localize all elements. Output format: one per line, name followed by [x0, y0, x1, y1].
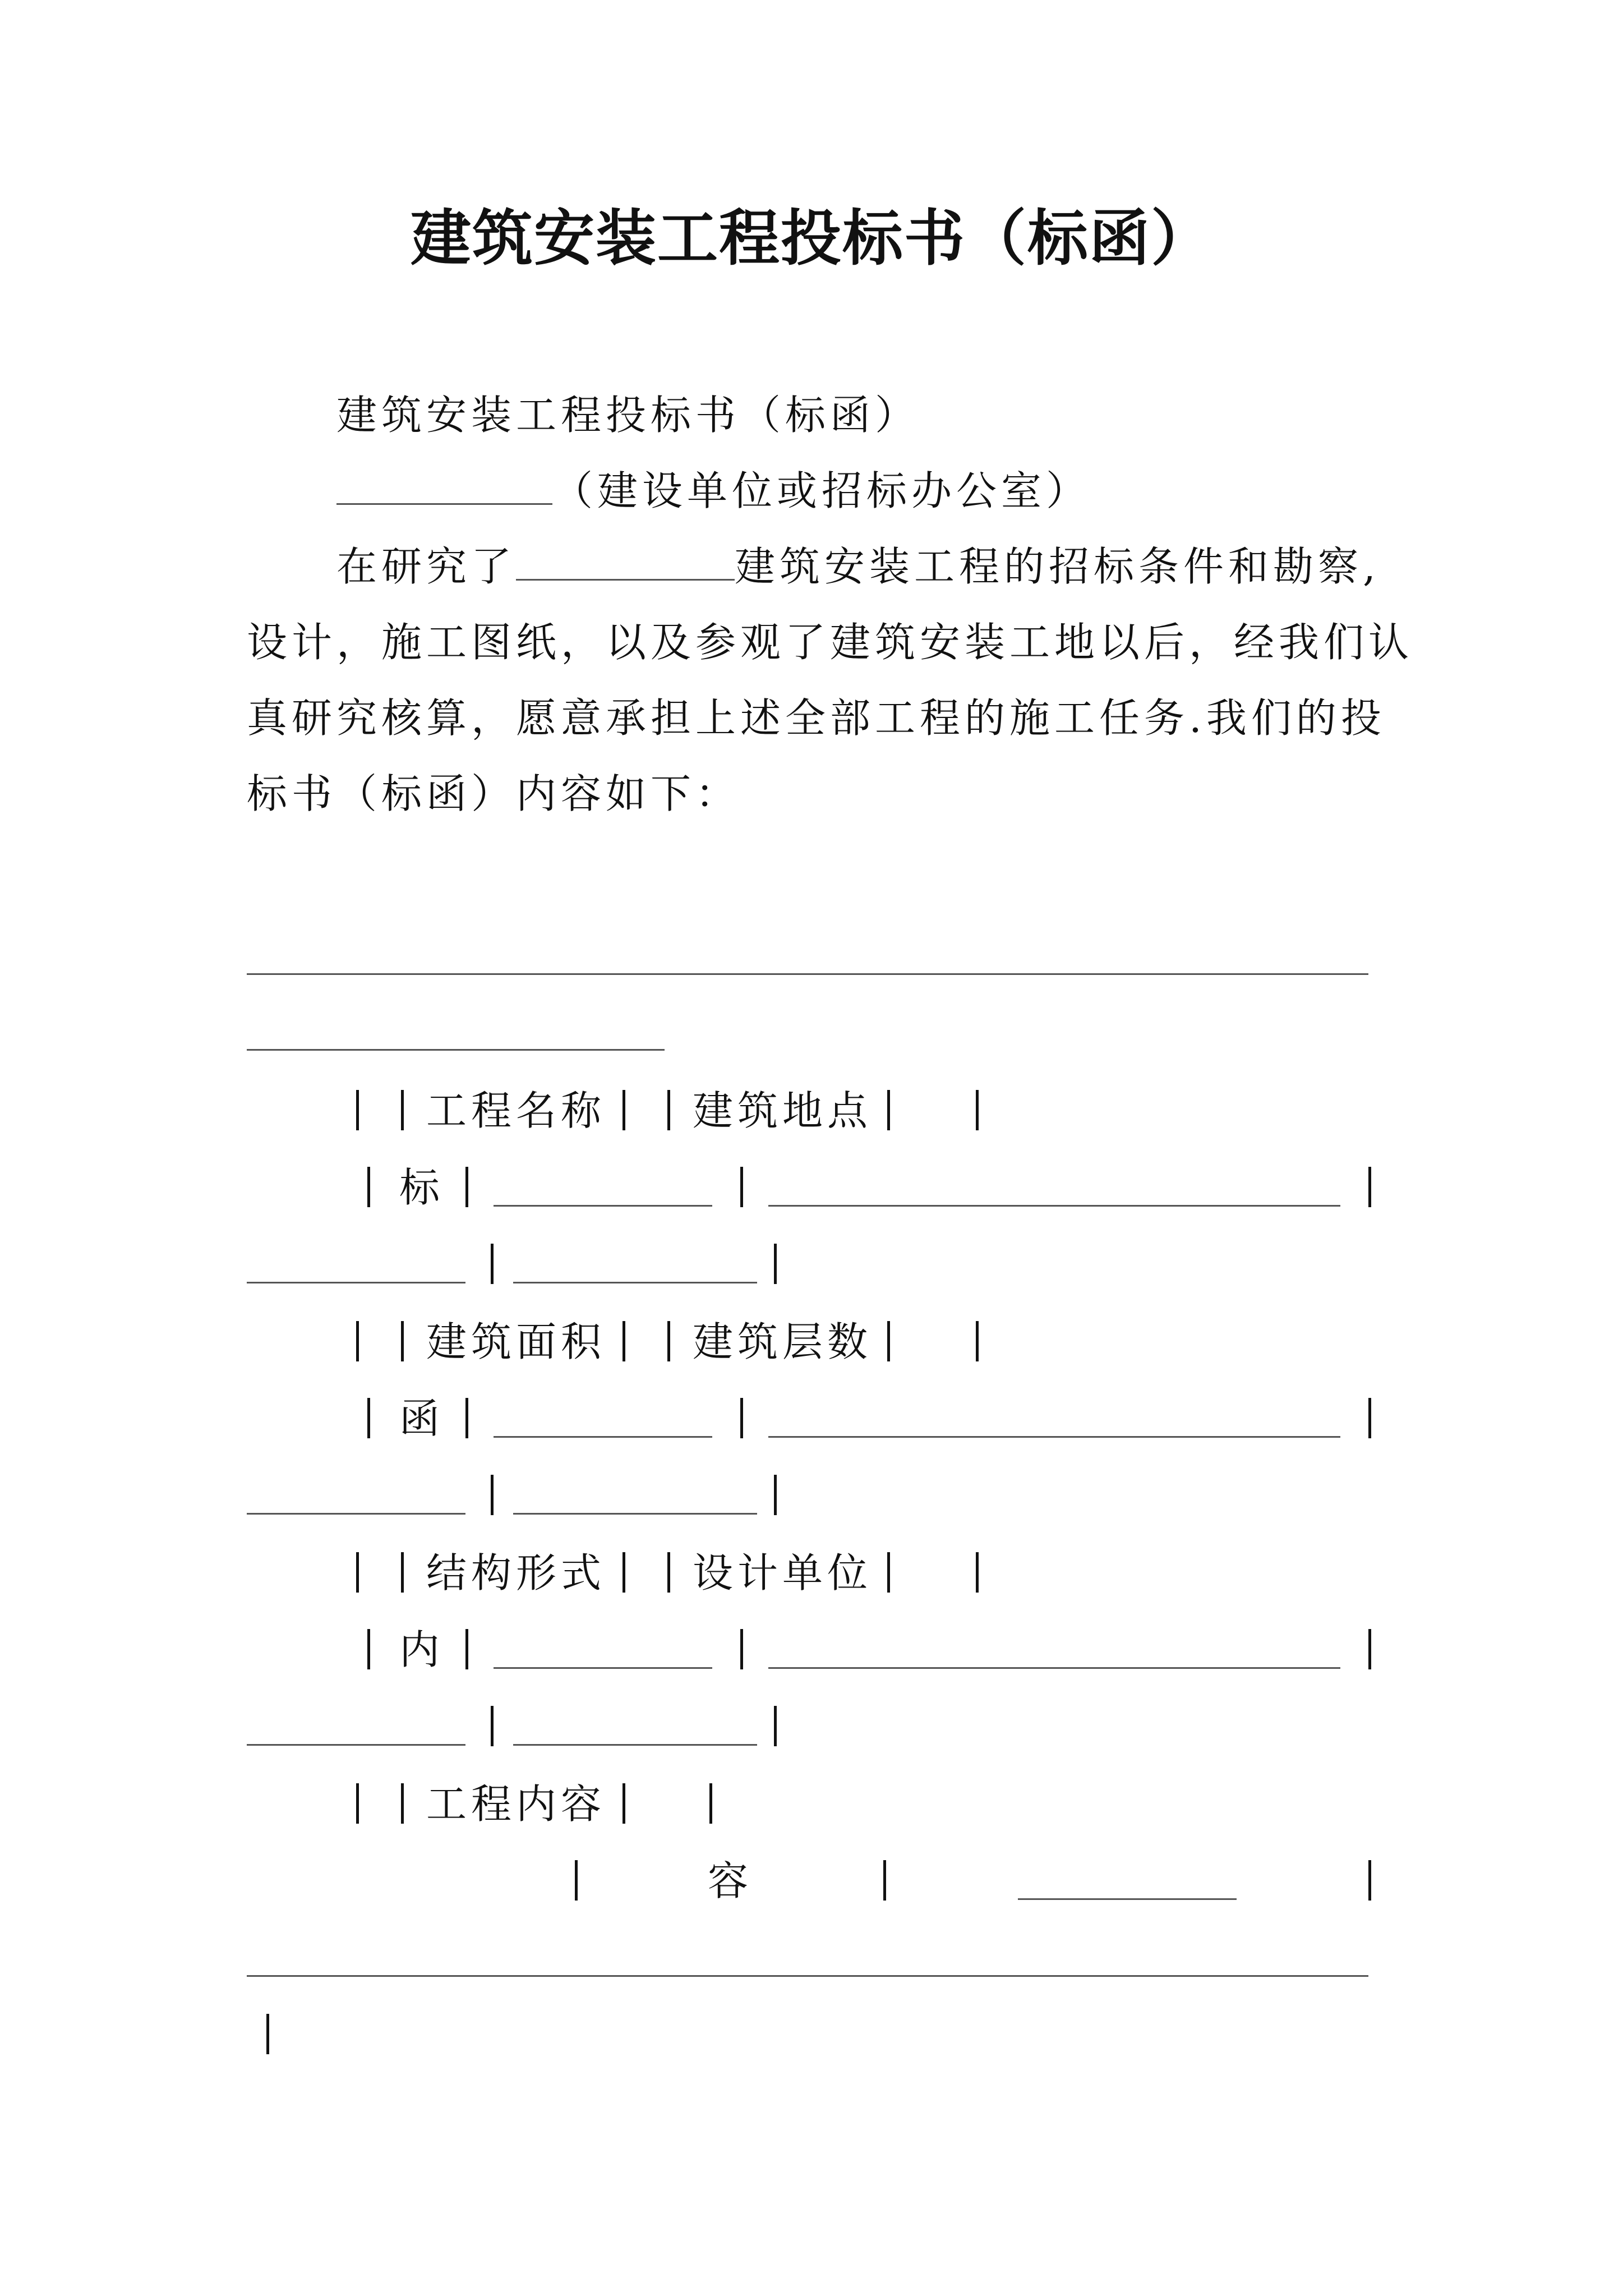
table-border	[623, 1552, 625, 1593]
table-border	[1368, 1629, 1371, 1669]
structure-type-field[interactable]	[494, 1667, 712, 1669]
table-border	[623, 1783, 625, 1824]
label-floor-area: 建筑面积	[426, 1318, 606, 1365]
table-border	[465, 1398, 468, 1438]
label-design-unit: 设计单位	[693, 1549, 873, 1596]
table-border	[667, 1321, 670, 1361]
table-border	[667, 1552, 670, 1593]
table-border	[623, 1321, 625, 1361]
row1-extra-field-2[interactable]	[513, 1282, 757, 1283]
body-line-4: 标书（标函）内容如下：	[247, 770, 741, 817]
table-border	[356, 1090, 359, 1130]
table-border	[709, 1783, 712, 1824]
table-border	[367, 1167, 370, 1207]
table-border	[1368, 1167, 1371, 1207]
table-border	[740, 1167, 743, 1207]
project-content-field[interactable]	[1018, 1898, 1237, 1900]
table-border	[623, 1090, 625, 1130]
label-floor-count: 建筑层数	[693, 1318, 873, 1365]
table-border	[1368, 1398, 1371, 1438]
row2-extra-field[interactable]	[247, 1513, 465, 1515]
label-project-content: 工程内容	[426, 1780, 606, 1828]
floor-count-field[interactable]	[768, 1436, 1340, 1438]
side-label-han: 函	[399, 1395, 445, 1442]
addressee-blank[interactable]	[336, 467, 552, 505]
table-border	[976, 1321, 979, 1361]
table-border	[356, 1783, 359, 1824]
separator-rule	[247, 973, 1368, 975]
project-name-blank[interactable]	[516, 543, 735, 581]
body-line-1-pre: 在研究了	[336, 543, 517, 590]
table-border	[401, 1552, 404, 1593]
label-structure-type: 结构形式	[426, 1549, 606, 1596]
row3-extra-field-2[interactable]	[513, 1744, 757, 1746]
table-border	[491, 1706, 494, 1746]
table-border	[740, 1398, 743, 1438]
table-border	[1368, 1860, 1371, 1901]
separator-rule-short	[247, 1049, 665, 1051]
table-border	[883, 1860, 886, 1901]
body-line-1	[336, 539, 1380, 595]
document-title: 建筑安装工程投标书（标函）	[410, 203, 1212, 274]
table-border	[667, 1090, 670, 1130]
table-border	[401, 1321, 404, 1361]
table-border	[491, 1244, 494, 1284]
table-border	[356, 1552, 359, 1593]
label-construction-site: 建筑地点	[693, 1087, 873, 1134]
addressee-suffix: （建设单位或招标办公室）	[552, 467, 1091, 514]
construction-site-field[interactable]	[768, 1205, 1340, 1207]
table-border	[575, 1860, 578, 1901]
project-content-long-field[interactable]	[247, 1975, 1368, 1977]
table-border	[367, 1398, 370, 1438]
side-label-rong: 容	[708, 1857, 753, 1904]
table-border	[887, 1321, 890, 1361]
table-border	[356, 1321, 359, 1361]
table-border	[491, 1475, 494, 1515]
table-border	[266, 2014, 269, 2054]
project-name-field[interactable]	[494, 1205, 712, 1207]
table-border	[740, 1629, 743, 1669]
table-border	[887, 1552, 890, 1593]
table-border	[774, 1706, 777, 1746]
row3-extra-field[interactable]	[247, 1744, 465, 1746]
table-border	[401, 1783, 404, 1824]
table-border	[367, 1629, 370, 1669]
table-border	[887, 1090, 890, 1130]
addressee-line	[336, 463, 1091, 519]
table-border	[401, 1090, 404, 1130]
floor-area-field[interactable]	[494, 1436, 712, 1438]
table-border	[976, 1552, 979, 1593]
side-label-nei: 内	[399, 1626, 445, 1673]
letter-heading: 建筑安装工程投标书（标函）	[336, 392, 920, 439]
body-line-1-post: 建筑安装工程的招标条件和勘察,	[735, 543, 1380, 590]
body-line-2: 设计，施工图纸，以及参观了建筑安装工地以后，经我们认	[247, 619, 1414, 666]
table-border	[976, 1090, 979, 1130]
design-unit-field[interactable]	[768, 1667, 1340, 1669]
table-border	[774, 1475, 777, 1515]
body-line-3: 真研究核算，愿意承担上述全部工程的施工任务.我们的投	[247, 694, 1386, 742]
table-border	[465, 1629, 468, 1669]
table-border	[774, 1244, 777, 1284]
table-border	[465, 1167, 468, 1207]
row1-extra-field[interactable]	[247, 1282, 465, 1283]
side-label-biao: 标	[399, 1164, 445, 1211]
row2-extra-field-2[interactable]	[513, 1513, 757, 1515]
label-project-name: 工程名称	[426, 1087, 606, 1134]
